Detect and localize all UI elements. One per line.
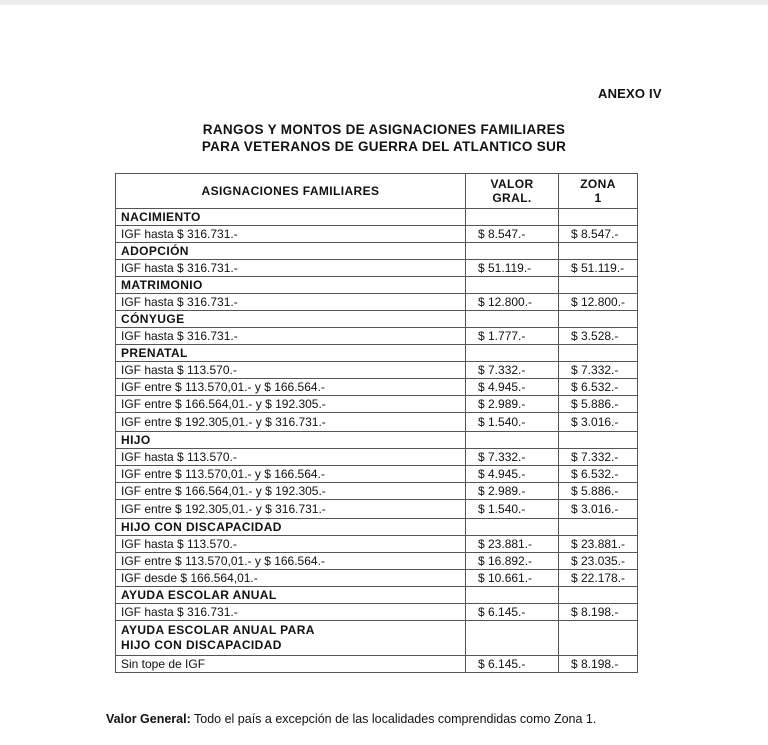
table-row [116,362,638,379]
section-empty-zona1 [559,345,638,362]
row-label: IGF desde $ 166.564,01.- [116,570,466,587]
zona-1-cell: $ 6.532.- [559,466,638,483]
table-body [116,209,638,673]
table-row [116,413,638,432]
table-row [116,379,638,396]
footnote-term: Valor General: [106,712,191,726]
section-row [116,209,638,226]
header-asignaciones: ASIGNACIONES FAMILIARES [116,174,466,209]
valor-general-cell: $ 7.332.- [466,362,559,379]
section-label: CÓNYUGE [116,311,466,328]
top-edge-bar [0,0,768,5]
section-empty-general [466,621,559,656]
valor-general-cell: $ 51.119.- [466,260,559,277]
table-row [116,396,638,413]
section-row [116,243,638,260]
document-title-line-1: RANGOS Y MONTOS DE ASIGNACIONES FAMILIARES [202,122,566,137]
valor-general-cell: $ 1.540.- [466,413,559,432]
zona-1-cell: $ 22.178.- [559,570,638,587]
zona-1-cell: $ 3.016.- [559,413,638,432]
table-row [116,449,638,466]
row-label: IGF entre $ 192.305,01.- y $ 316.731.- [116,413,466,432]
zona-1-cell: $ 23.881.- [559,536,638,553]
valor-general-cell: $ 7.332.- [466,449,559,466]
table-row [116,570,638,587]
table-row [116,260,638,277]
valor-general-cell: $ 23.881.- [466,536,559,553]
annex-label: ANEXO IV [598,86,662,101]
section-empty-zona1 [559,209,638,226]
valor-general-cell: $ 4.945.- [466,466,559,483]
zona-1-cell: $ 6.532.- [559,379,638,396]
section-row [116,277,638,294]
valor-general-cell: $ 16.892.- [466,553,559,570]
table-row [116,466,638,483]
zona-1-cell: $ 51.119.- [559,260,638,277]
table-row [116,226,638,243]
section-empty-zona1 [559,587,638,604]
allowances-table [115,173,638,673]
section-row [116,621,638,656]
valor-general-cell: $ 4.945.- [466,379,559,396]
valor-general-cell: $ 6.145.- [466,656,559,673]
valor-general-cell: $ 1.777.- [466,328,559,345]
row-label: IGF hasta $ 316.731.- [116,328,466,345]
section-label: PRENATAL [116,345,466,362]
zona-1-cell: $ 7.332.- [559,449,638,466]
table-row [116,328,638,345]
table-row [116,604,638,621]
section-empty-zona1 [559,432,638,449]
valor-general-cell: $ 6.145.- [466,604,559,621]
row-label: IGF entre $ 113.570,01.- y $ 166.564.- [116,466,466,483]
zona-1-cell: $ 5.886.- [559,396,638,413]
section-empty-zona1 [559,277,638,294]
footnote [106,712,596,726]
row-label: IGF entre $ 192.305,01.- y $ 316.731.- [116,500,466,519]
zona-1-cell: $ 23.035.- [559,553,638,570]
zona-1-cell: $ 12.800.- [559,294,638,311]
section-empty-general [466,345,559,362]
row-label: Sin tope de IGF [116,656,466,673]
valor-general-cell: $ 2.989.- [466,396,559,413]
valor-general-cell: $ 8.547.- [466,226,559,243]
zona-1-cell: $ 8.547.- [559,226,638,243]
row-label: IGF hasta $ 113.570.- [116,362,466,379]
section-row [116,519,638,536]
table-row [116,553,638,570]
section-empty-general [466,209,559,226]
section-row [116,311,638,328]
zona-1-cell: $ 3.016.- [559,500,638,519]
row-label: IGF hasta $ 316.731.- [116,226,466,243]
section-empty-general [466,432,559,449]
section-label: NACIMIENTO [116,209,466,226]
valor-general-cell: $ 2.989.- [466,483,559,500]
row-label: IGF entre $ 166.564,01.- y $ 192.305.- [116,483,466,500]
row-label: IGF hasta $ 113.570.- [116,449,466,466]
table-row [116,536,638,553]
valor-general-cell: $ 10.661.- [466,570,559,587]
table-row [116,483,638,500]
section-row [116,345,638,362]
row-label: IGF entre $ 113.570,01.- y $ 166.564.- [116,379,466,396]
valor-general-cell: $ 1.540.- [466,500,559,519]
valor-general-cell: $ 12.800.- [466,294,559,311]
section-row [116,432,638,449]
section-empty-zona1 [559,519,638,536]
section-empty-zona1 [559,243,638,260]
document-title-line-2: PARA VETERANOS DE GUERRA DEL ATLANTICO SUR [201,139,567,154]
zona-1-cell: $ 3.528.- [559,328,638,345]
table-row [116,294,638,311]
footnote-text: Todo el país a excepción de las localidades comprendidas como Zona 1. [190,712,597,726]
zona-1-cell: $ 8.198.- [559,656,638,673]
row-label: IGF entre $ 113.570,01.- y $ 166.564.- [116,553,466,570]
zona-1-cell: $ 7.332.- [559,362,638,379]
zona-1-cell: $ 5.886.- [559,483,638,500]
row-label: IGF hasta $ 316.731.- [116,604,466,621]
table-header-row [116,174,638,209]
section-label: AYUDA ESCOLAR ANUAL PARA HIJO CON DISCAPACIDAD [116,621,466,656]
section-empty-general [466,243,559,260]
section-empty-zona1 [559,311,638,328]
section-label: HIJO CON DISCAPACIDAD [116,519,466,536]
header-zona-1: ZONA 1 [559,174,638,209]
section-label: ADOPCIÓN [116,243,466,260]
row-label: IGF hasta $ 316.731.- [116,294,466,311]
row-label: IGF entre $ 166.564,01.- y $ 192.305.- [116,396,466,413]
section-label: HIJO [116,432,466,449]
table-row [116,500,638,519]
section-empty-general [466,519,559,536]
section-empty-general [466,587,559,604]
section-empty-zona1 [559,621,638,656]
section-empty-general [466,311,559,328]
row-label: IGF hasta $ 316.731.- [116,260,466,277]
row-label: IGF hasta $ 113.570.- [116,536,466,553]
zona-1-cell: $ 8.198.- [559,604,638,621]
table-row [116,656,638,673]
section-row [116,587,638,604]
section-empty-general [466,277,559,294]
header-valor-general: VALOR GRAL. [466,174,559,209]
section-label: AYUDA ESCOLAR ANUAL [116,587,466,604]
section-label: MATRIMONIO [116,277,466,294]
